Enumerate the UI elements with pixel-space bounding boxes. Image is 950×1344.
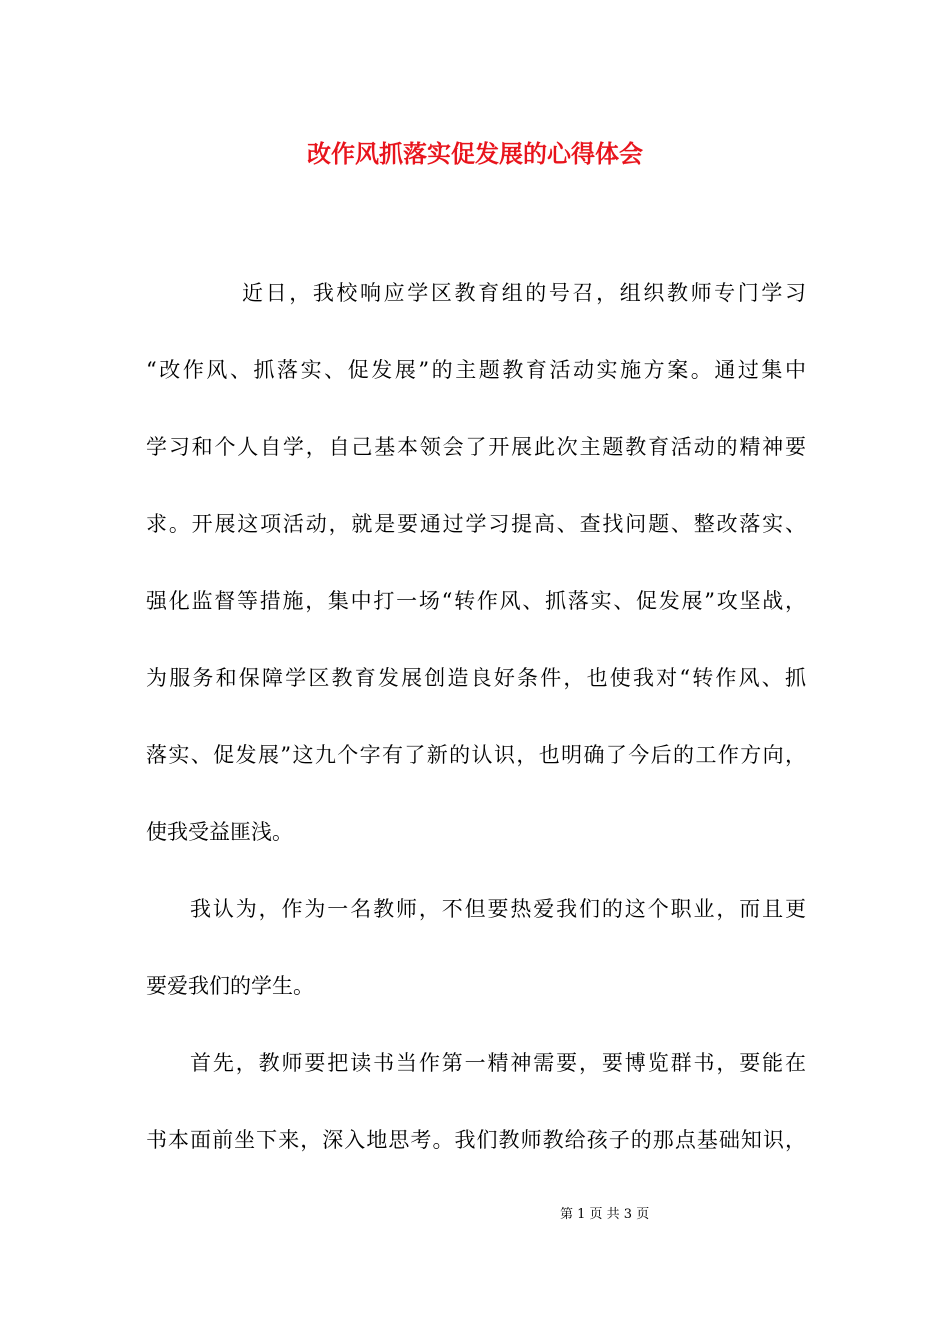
paragraph-line: 强化监督等措施，集中打一场“转作风、抓落实、促发展”攻坚战， xyxy=(146,589,806,613)
page-number: 第 1 页 共 3 页 xyxy=(560,1207,650,1222)
paragraph-line: 为服务和保障学区教育发展创造良好条件，也使我对“转作风、抓 xyxy=(146,666,806,690)
paragraph-line: 学习和个人自学，自己基本领会了开展此次主题教育活动的精神要 xyxy=(146,435,806,459)
paragraph-line: 书本面前坐下来，深入地思考。我们教师教给孩子的那点基础知识， xyxy=(146,1128,806,1152)
paragraph-line: 首先，教师要把读书当作第一精神需要，要博览群书，要能在 xyxy=(190,1051,806,1075)
paragraph-line: “改作风、抓落实、促发展”的主题教育活动实施方案。通过集中 xyxy=(146,358,806,382)
paragraph-line: 落实、促发展”这九个字有了新的认识，也明确了今后的工作方向， xyxy=(146,743,806,767)
paragraph-line: 近日，我校响应学区教育组的号召，组织教师专门学习 xyxy=(242,281,806,305)
paragraph-line: 使我受益匪浅。 xyxy=(146,820,293,844)
document-body xyxy=(146,271,806,1195)
paragraph-line: 我认为，作为一名教师，不但要热爱我们的这个职业，而且更 xyxy=(190,897,806,921)
document-title: 改作风抓落实促发展的心得体会 xyxy=(307,139,643,168)
paragraph-line: 要爱我们的学生。 xyxy=(146,974,314,998)
paragraph-line: 求。开展这项活动，就是要通过学习提高、查找问题、整改落实、 xyxy=(146,512,806,536)
